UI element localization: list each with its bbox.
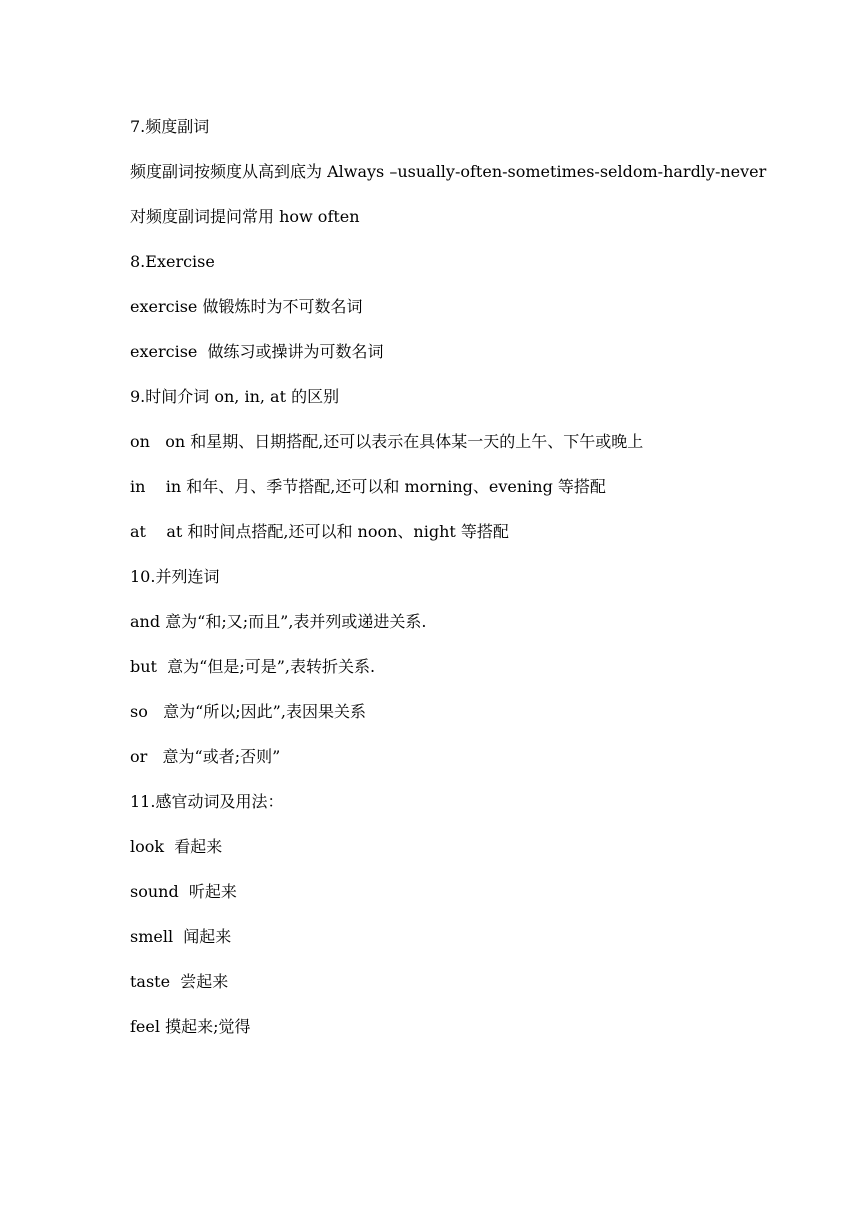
sense-verb-taste-line: taste 尝起来 xyxy=(130,972,229,991)
preposition-at-line: at at 和时间点搭配,还可以和 noon、night 等搭配 xyxy=(130,522,509,541)
frequency-order-line: 频度副词按频度从高到底为 Always –usually-often-sometimes-seldom-hardly-never xyxy=(130,162,767,181)
sense-verb-smell-line: smell 闻起来 xyxy=(130,927,232,946)
preposition-on-line: on on 和星期、日期搭配,还可以表示在具体某一天的上午、下午或晚上 xyxy=(130,432,644,451)
sense-verb-feel-line: feel 摸起来;觉得 xyxy=(130,1017,251,1036)
conjunction-or-line: or 意为“或者;否则” xyxy=(130,747,281,766)
heading-frequency-adverbs: 7.频度副词 xyxy=(130,117,210,136)
heading-conjunctions: 10.并列连词 xyxy=(130,567,220,586)
conjunction-so-line: so 意为“所以;因此”,表因果关系 xyxy=(130,702,366,721)
heading-exercise: 8.Exercise xyxy=(130,252,215,271)
conjunction-and-line: and 意为“和;又;而且”,表并列或递进关系. xyxy=(130,612,427,631)
heading-time-prepositions: 9.时间介词 on, in, at 的区别 xyxy=(130,387,340,406)
heading-sense-verbs: 11.感官动词及用法： xyxy=(130,792,284,811)
preposition-in-line: in in 和年、月、季节搭配,还可以和 morning、evening 等搭配 xyxy=(130,477,606,496)
conjunction-but-line: but 意为“但是;可是”,表转折关系. xyxy=(130,657,376,676)
sense-verb-sound-line: sound 听起来 xyxy=(130,882,237,901)
exercise-uncountable-line: exercise 做锻炼时为不可数名词 xyxy=(130,297,363,316)
frequency-question-line: 对频度副词提问常用 how often xyxy=(130,207,360,226)
sense-verb-look-line: look 看起来 xyxy=(130,837,223,856)
exercise-countable-line: exercise 做练习或操讲为可数名词 xyxy=(130,342,384,361)
